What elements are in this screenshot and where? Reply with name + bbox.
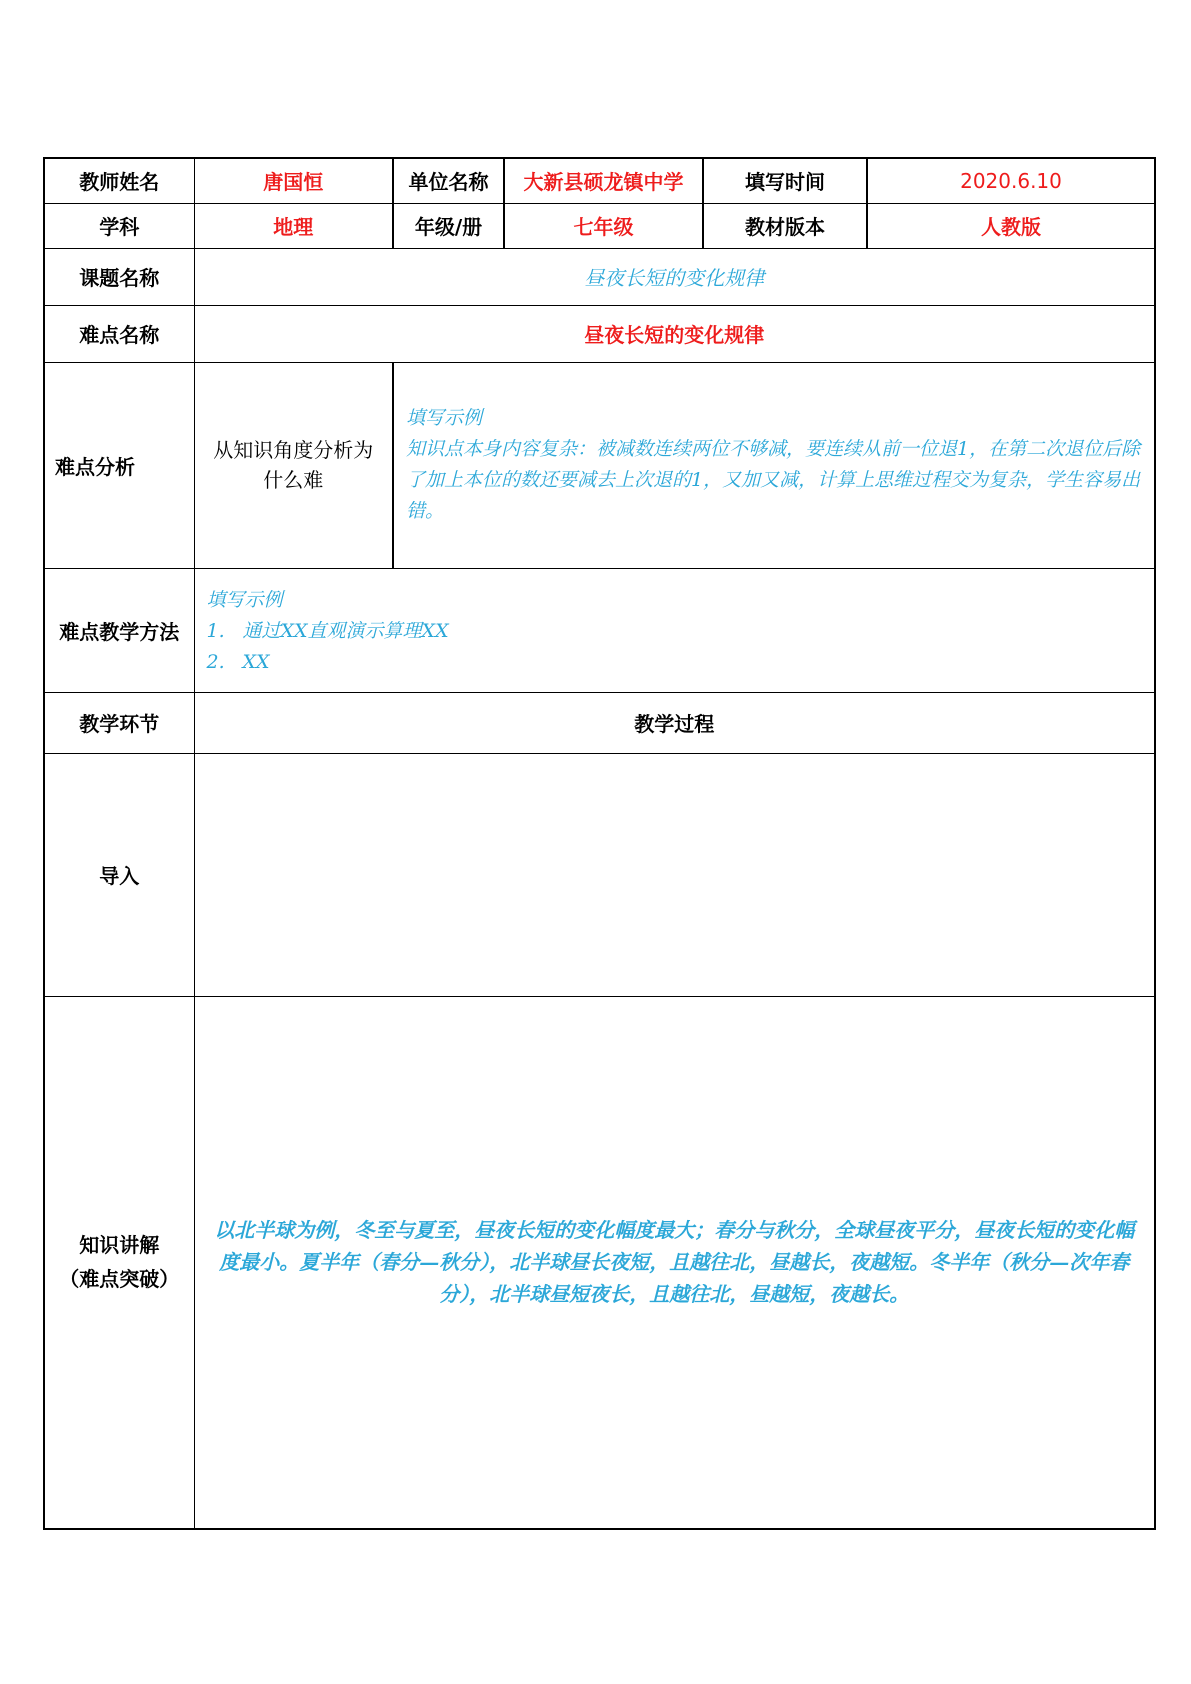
grade-value[interactable]: 七年级 [504, 203, 703, 248]
edition-label: 教材版本 [703, 203, 867, 248]
lesson-plan-table [43, 157, 1156, 1530]
method-item-2-text: XX [242, 650, 270, 673]
method-label: 难点教学方法 [44, 568, 194, 692]
process-header-row [44, 692, 1155, 753]
knowledge-label-line1: 知识讲解 [79, 1233, 160, 1258]
method-content[interactable] [194, 568, 1155, 692]
method-item-1-num: 1. [206, 619, 225, 642]
knowledge-text: 以北半球为例，冬至与夏至，昼夜长短的变化幅度最大；春分与秋分，全球昼夜平分，昼夜长短的变化幅度最小。夏半年（春分—秋分），北半球昼长夜短，且越往北，昼越长，夜越短。冬半年（秋分—次年春分），北半球昼短夜长，且越往北，昼越短，夜越长。 [214, 1218, 1135, 1307]
method-row [44, 568, 1155, 692]
lesson-plan-page [43, 157, 1154, 1533]
fill-date-label: 填写时间 [703, 158, 867, 203]
intro-content[interactable] [194, 753, 1155, 996]
intro-label: 导入 [44, 753, 194, 996]
difficulty-value[interactable]: 昼夜长短的变化规律 [194, 305, 1155, 362]
knowledge-content[interactable] [194, 996, 1155, 1529]
intro-row [44, 753, 1155, 996]
unit-name-value[interactable]: 大新县硕龙镇中学 [504, 158, 703, 203]
knowledge-label-line2: （难点突破） [59, 1267, 180, 1292]
analysis-example-text: 知识点本身内容复杂：被减数连续两位不够减，要连续从前一位退1，在第二次退位后除了加上本位的数还要减去上次退的1，又加又减，计算上思维过程交为复杂，学生容易出错。 [406, 437, 1141, 522]
method-item-2 [207, 647, 1143, 678]
analysis-row [44, 362, 1155, 568]
subject-value[interactable]: 地理 [194, 203, 393, 248]
knowledge-row [44, 996, 1155, 1529]
fill-date-value[interactable]: 2020.6.10 [867, 158, 1155, 203]
analysis-example-heading: 填写示例 [406, 406, 483, 429]
analysis-content[interactable] [393, 362, 1155, 568]
subject-label: 学科 [44, 203, 194, 248]
topic-value[interactable]: 昼夜长短的变化规律 [194, 248, 1155, 305]
difficulty-label: 难点名称 [44, 305, 194, 362]
teacher-name-value[interactable]: 唐国恒 [194, 158, 393, 203]
topic-label: 课题名称 [44, 248, 194, 305]
knowledge-label [44, 996, 194, 1529]
grade-label: 年级/册 [393, 203, 504, 248]
teacher-name-label: 教师姓名 [44, 158, 194, 203]
analysis-sub-label: 从知识角度分析为什么难 [194, 362, 393, 568]
edition-value[interactable]: 人教版 [867, 203, 1155, 248]
method-item-2-num: 2. [206, 650, 225, 673]
subject-info-row [44, 203, 1155, 248]
process-header-label: 教学过程 [194, 692, 1155, 753]
analysis-label: 难点分析 [44, 362, 194, 568]
difficulty-row [44, 305, 1155, 362]
method-item-1-text: 通过XX直观演示算理XX [242, 619, 449, 642]
teacher-info-row [44, 158, 1155, 203]
unit-name-label: 单位名称 [393, 158, 504, 203]
method-example-heading: 填写示例 [206, 588, 283, 611]
topic-row [44, 248, 1155, 305]
method-item-1 [207, 616, 1143, 647]
stage-header-label: 教学环节 [44, 692, 194, 753]
